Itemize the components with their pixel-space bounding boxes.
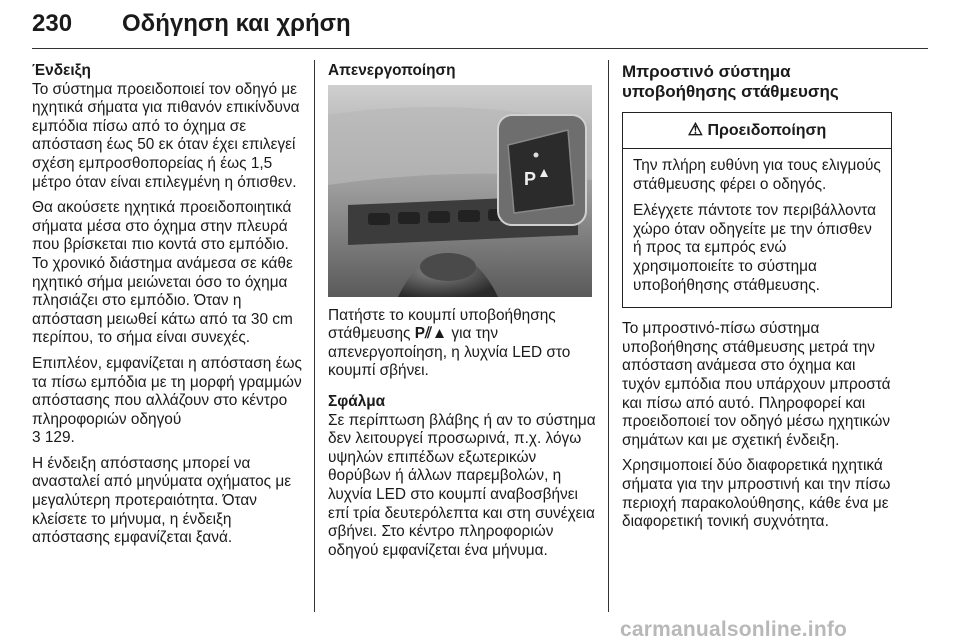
paragraph-text: Επιπλέον, εμφανίζεται η απόσταση έως τα πίσω εμπόδια με τη μορφή γραμμών απόστασης που αλλάζουν στο κέντρο πληροφοριών οδηγού <box>32 354 302 428</box>
section-heading-fault: Σφάλμα <box>328 392 386 410</box>
section-heading-front-parking: Μπροστινό σύστημα υποβοήθησης στάθμευσης <box>622 62 839 101</box>
column-divider <box>608 60 609 612</box>
warning-text: Την πλήρη ευθύνη για τους ελιγμούς στάθμευσης φέρει ο οδηγός. <box>633 157 881 193</box>
parking-assist-symbol: P⫽▲ <box>414 325 448 343</box>
header-rule <box>32 48 928 49</box>
page-number: 230 <box>32 10 73 37</box>
paragraph: Χρησιμοποιεί δύο διαφορετικά ηχητικά σήματα για την μπροστινή και την πίσω περιοχή παρακολούθησης, κάθε ένα με διαφορετική τονική συχνότητα. <box>622 457 891 531</box>
watermark: carmanualsonline.info <box>620 618 848 641</box>
warning-triangle-icon: ⚠ <box>687 120 703 139</box>
warning-body <box>623 149 891 307</box>
warning-title: Προειδοποίηση <box>707 122 827 139</box>
section-heading-deactivation: Απενεργοποίηση <box>328 62 456 79</box>
paragraph: Θα ακούσετε ηχητικά προειδοποιητικά σήματα μέσα στο όχημα στην πλευρά που βρίσκεται πιο κοντά στο εμπόδιο. Το χρονικό διάστημα ανάμεσα σε κάθε ηχητικό σήμα μειώνεται όσο το όχημα πλησιάζει στο εμπόδιο. Όταν η απόσταση μειωθεί κάτω από τα 30 cm περίπου, το σήμα είναι συνεχές. <box>32 199 293 347</box>
warning-box <box>622 112 892 308</box>
column-deactivation <box>328 62 596 567</box>
column-divider <box>314 60 315 612</box>
parking-button-photo <box>328 85 592 297</box>
button-label: P <box>524 168 537 189</box>
warning-text: Ελέγχετε πάντοτε τον περιβάλλοντα χώρο όταν οδηγείτε με την όπισθεν ή προς τα εμπρός ενώ χρησιμοποιείτε το σύστημα υποβοήθησης στάθμευσης. <box>633 202 877 294</box>
page-reference-link[interactable]: 3 129. <box>32 429 75 447</box>
paragraph-text: Πατήστε το κουμπί υποβοήθησης στάθμευσης <box>328 306 556 343</box>
paragraph: Η ένδειξη απόστασης μπορεί να ανασταλεί από μηνύματα οχήματος με μεγαλύτερη προτεραιότητα. Όταν κλείσετε το μήνυμα, η ένδειξη απόστασης εμφανίζεται ξανά. <box>32 454 292 547</box>
section-heading-indication: Ένδειξη <box>32 62 91 79</box>
paragraph <box>32 355 302 448</box>
paragraph-text: για την απενεργοποίηση, η λυχνία LED στο κουμπί σβήνει. <box>328 325 571 380</box>
paragraph <box>328 307 596 381</box>
page-title: Οδήγηση και χρήση <box>122 10 351 37</box>
paragraph: Σε περίπτωση βλάβης ή αν το σύστημα δεν λειτουργεί προσωρινά, π.χ. λόγω υψηλών επιπέδων εξωτερικών θορύβων ή άλλων παρεμβολών, η λυχνία LED στο κουμπί αναβοσβήνει επί τρία δευτερόλεπτα και στη συνέχεια σβήνει. Στο κέντρο πληροφοριών οδηγού εμφανίζεται ένα μήνυμα. <box>328 411 596 559</box>
page-header <box>32 8 928 48</box>
warning-header <box>623 113 891 149</box>
paragraph: Το σύστημα προειδοποιεί τον οδηγό με ηχητικά σήματα για πιθανόν επικίνδυνα εμπόδια πίσω από το όχημα σε απόσταση έως 50 εκ όταν έχει επιλεγεί σχέση εμπροσθοπορείας ή έως 1,5 μέτρο όταν είναι επιλεγμένη η όπισθεν. <box>32 80 300 191</box>
paragraph: Το μπροστινό-πίσω σύστημα υποβοήθησης στάθμευσης μετρά την απόσταση ανάμεσα στο όχημα και τυχόν εμπόδια που υπάρχουν μπροστά και πίσω από αυτό. Πληροφορεί και προειδοποιεί τον οδηγό μέσω ηχητικών σημάτων και με σχετική ένδειξη. <box>622 320 891 449</box>
column-front-parking-assist <box>622 62 892 539</box>
column-indication <box>32 62 302 555</box>
